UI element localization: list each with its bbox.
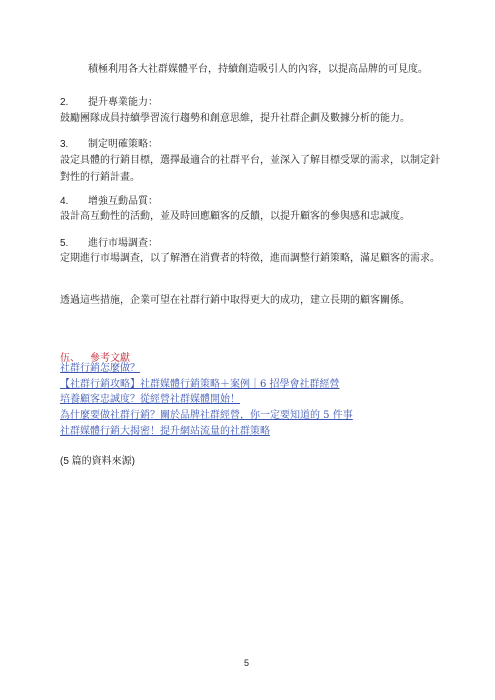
reference-link[interactable]: 培養顧客忠誠度？從經營社群媒體開始！	[60, 394, 240, 405]
list-item-title: 進行市場調查：	[88, 238, 158, 249]
source-count-note: (5 篇的資料來源)	[60, 456, 135, 467]
list-item-number: 3.	[60, 139, 69, 150]
list-item-body: 鼓勵團隊成員持續學習流行趨勢和創意思維，提升社群企劃及數據分析的能力。	[60, 113, 410, 124]
list-item-number: 5.	[60, 238, 69, 249]
list-item-heading	[60, 138, 158, 152]
list-item-body: 設計高互動性的活動，並及時回應顧客的反饋，以提升顧客的參與感和忠誠度。	[60, 211, 410, 222]
conclusion-paragraph: 透過這些措施，企業可望在社群行銷中取得更大的成功，建立長期的顧客關係。	[60, 295, 410, 306]
list-item-heading	[60, 195, 158, 209]
list-item-number: 4.	[60, 196, 69, 207]
list-item-heading	[60, 237, 158, 251]
reference-link[interactable]: 社群行銷怎麼做？	[60, 363, 140, 374]
page-number: 5	[244, 658, 250, 668]
reference-link[interactable]: 為什麼要做社群行銷？關於品牌社群經營，你一定要知道的 5 件事	[60, 410, 353, 421]
list-item-title: 增強互動品質：	[88, 196, 158, 207]
reference-link[interactable]: 【社群行銷攻略】社群媒體行銷策略＋案例｜6 招學會社群經營	[60, 379, 340, 390]
list-item-body: 設定具體的行銷目標，選擇最適合的社群平台，並深入了解目標受眾的需求，以制定針對性的行銷計畫。	[60, 155, 440, 183]
list-item-body: 定期進行市場調查，以了解潛在消費者的特徵，進而調整行銷策略，滿足顧客的需求。	[60, 253, 440, 264]
list-item-title: 制定明確策略：	[88, 139, 158, 150]
intro-paragraph: 積極利用各大社群媒體平台，持續創造吸引人的內容，以提高品牌的可見度。	[88, 64, 428, 75]
list-item-heading	[60, 96, 158, 110]
list-item-number: 2.	[60, 97, 69, 108]
reference-link[interactable]: 社群媒體行銷大揭密！提升網站流量的社群策略	[60, 426, 270, 437]
references-section-title: 參考文獻	[90, 353, 130, 364]
list-item-title: 提升專業能力：	[88, 97, 158, 108]
references-section-number: 伍、	[60, 353, 80, 364]
